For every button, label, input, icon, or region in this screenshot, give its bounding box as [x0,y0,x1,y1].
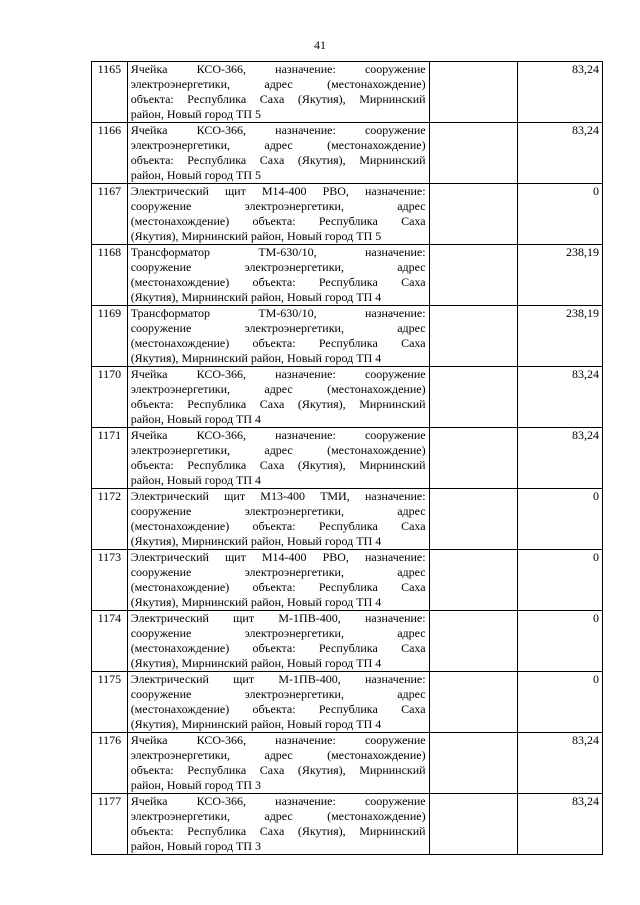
description-line: Электрический щит М-1ПВ-400, назначение: [130,611,426,625]
row-number: 1177 [92,794,128,855]
description-line: (Якутия), Мирнинский район, Новый город ТП 4 [130,351,382,365]
table-row [92,550,603,611]
object-description [127,123,429,184]
row-value: 83,24 [518,428,603,489]
table-row [92,611,603,672]
empty-cell [429,733,518,794]
description-line: (местонахождение) объекта: Республика Саха [130,336,426,350]
description-line: объекта: Республика Саха (Якутия), Мирнинский [130,153,426,167]
description-line: электроэнергетики, адрес (местонахождение) [130,443,426,457]
description-line: район, Новый город ТП 3 [130,839,262,853]
empty-cell [429,428,518,489]
description-line: электроэнергетики, адрес (местонахождение) [130,748,426,762]
description-line: (местонахождение) объекта: Республика Саха [130,275,426,289]
description-line: объекта: Республика Саха (Якутия), Мирнинский [130,458,426,472]
row-number: 1166 [92,123,128,184]
object-description [127,245,429,306]
description-line: Ячейка КСО-366, назначение: сооружение [130,367,426,381]
page-number: 41 [314,38,326,52]
description-line: (Якутия), Мирнинский район, Новый город ТП 4 [130,656,382,670]
description-line: Ячейка КСО-366, назначение: сооружение [130,733,426,747]
empty-cell [429,489,518,550]
object-description [127,550,429,611]
registry-table [91,61,603,855]
row-value: 0 [518,611,603,672]
object-description [127,306,429,367]
table-row [92,123,603,184]
object-description [127,62,429,123]
row-number: 1175 [92,672,128,733]
table-row [92,672,603,733]
empty-cell [429,794,518,855]
description-line: объекта: Республика Саха (Якутия), Мирнинский [130,763,426,777]
description-line: Трансформатор ТМ-630/10, назначение: [130,306,426,320]
description-line: сооружение электроэнергетики, адрес [130,504,426,518]
table-row [92,306,603,367]
empty-cell [429,367,518,428]
description-line: (местонахождение) объекта: Республика Саха [130,214,426,228]
description-line: электроэнергетики, адрес (местонахождение) [130,138,426,152]
object-description [127,184,429,245]
description-line: Электрический щит М-1ПВ-400, назначение: [130,672,426,686]
empty-cell [429,306,518,367]
row-number: 1168 [92,245,128,306]
row-number: 1165 [92,62,128,123]
table-row [92,794,603,855]
row-number: 1172 [92,489,128,550]
row-number: 1171 [92,428,128,489]
object-description [127,489,429,550]
row-value: 238,19 [518,306,603,367]
table-row [92,184,603,245]
table-row [92,367,603,428]
description-line: электроэнергетики, адрес (местонахождение) [130,382,426,396]
row-value: 0 [518,489,603,550]
description-line: (местонахождение) объекта: Республика Саха [130,702,426,716]
object-description [127,428,429,489]
empty-cell [429,62,518,123]
empty-cell [429,123,518,184]
description-line: объекта: Республика Саха (Якутия), Мирнинский [130,397,426,411]
row-number: 1169 [92,306,128,367]
description-line: сооружение электроэнергетики, адрес [130,687,426,701]
object-description [127,367,429,428]
description-line: (Якутия), Мирнинский район, Новый город ТП 4 [130,717,382,731]
description-line: Электрический щит М14-400 РВО, назначение: [130,550,426,564]
table-row [92,489,603,550]
description-line: район, Новый город ТП 5 [130,107,262,121]
description-line: район, Новый город ТП 3 [130,778,262,792]
empty-cell [429,245,518,306]
description-line: электроэнергетики, адрес (местонахождение) [130,809,426,823]
description-line: объекта: Республика Саха (Якутия), Мирнинский [130,824,426,838]
description-line: (местонахождение) объекта: Республика Саха [130,641,426,655]
description-line: Ячейка КСО-366, назначение: сооружение [130,428,426,442]
description-line: сооружение электроэнергетики, адрес [130,321,426,335]
row-value: 0 [518,672,603,733]
row-number: 1176 [92,733,128,794]
description-line: (Якутия), Мирнинский район, Новый город ТП 5 [130,229,382,243]
description-line: сооружение электроэнергетики, адрес [130,260,426,274]
description-line: Электрический щит М13-400 ТМИ, назначение: [130,489,426,503]
registry-table-body [92,62,603,855]
description-line: электроэнергетики, адрес (местонахождение) [130,77,426,91]
description-line: Электрический щит М14-400 РВО, назначение: [130,184,426,198]
description-line: (местонахождение) объекта: Республика Саха [130,580,426,594]
description-line: сооружение электроэнергетики, адрес [130,565,426,579]
row-value: 238,19 [518,245,603,306]
description-line: сооружение электроэнергетики, адрес [130,626,426,640]
empty-cell [429,672,518,733]
description-line: (Якутия), Мирнинский район, Новый город ТП 4 [130,534,382,548]
object-description [127,672,429,733]
table-row [92,62,603,123]
row-value: 0 [518,550,603,611]
row-value: 83,24 [518,733,603,794]
object-description [127,611,429,672]
object-description [127,794,429,855]
row-value: 83,24 [518,123,603,184]
description-line: Ячейка КСО-366, назначение: сооружение [130,794,426,808]
description-line: Ячейка КСО-366, назначение: сооружение [130,123,426,137]
description-line: район, Новый город ТП 4 [130,412,262,426]
table-row [92,733,603,794]
description-line: (Якутия), Мирнинский район, Новый город ТП 4 [130,595,382,609]
row-value: 0 [518,184,603,245]
description-line: сооружение электроэнергетики, адрес [130,199,426,213]
description-line: район, Новый город ТП 5 [130,168,262,182]
description-line: объекта: Республика Саха (Якутия), Мирнинский [130,92,426,106]
row-number: 1174 [92,611,128,672]
description-line: Ячейка КСО-366, назначение: сооружение [130,62,426,76]
description-line: район, Новый город ТП 4 [130,473,262,487]
row-value: 83,24 [518,367,603,428]
row-number: 1167 [92,184,128,245]
empty-cell [429,611,518,672]
row-number: 1170 [92,367,128,428]
object-description [127,733,429,794]
row-value: 83,24 [518,62,603,123]
table-row [92,428,603,489]
row-value: 83,24 [518,794,603,855]
empty-cell [429,184,518,245]
table-row [92,245,603,306]
description-line: (местонахождение) объекта: Республика Саха [130,519,426,533]
description-line: (Якутия), Мирнинский район, Новый город ТП 4 [130,290,382,304]
description-line: Трансформатор ТМ-630/10, назначение: [130,245,426,259]
empty-cell [429,550,518,611]
row-number: 1173 [92,550,128,611]
